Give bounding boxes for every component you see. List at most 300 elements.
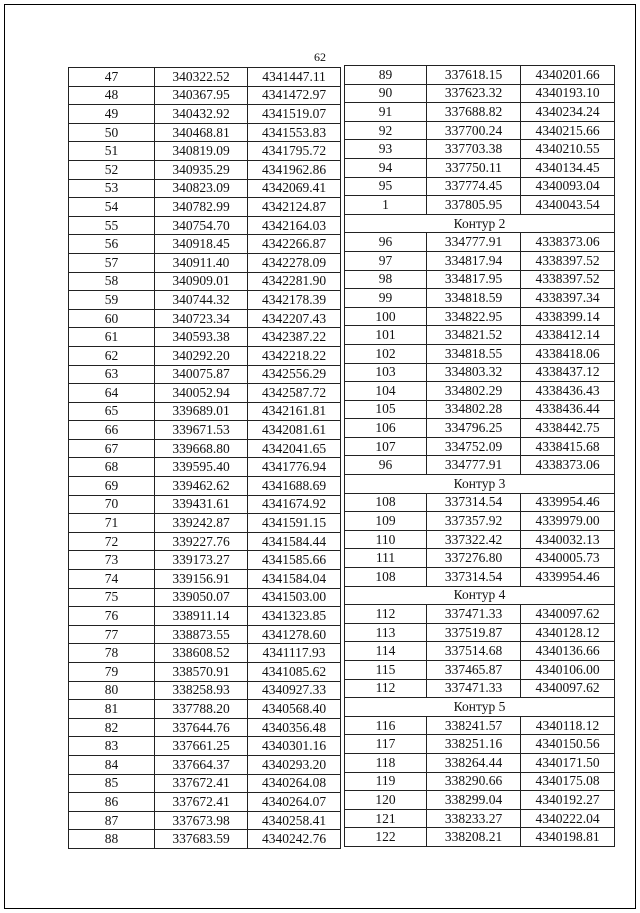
point-number: 67 <box>69 439 155 458</box>
table-row <box>69 365 341 384</box>
y-coordinate: 4338373.06 <box>521 233 615 252</box>
point-number: 51 <box>69 142 155 161</box>
table-row <box>69 663 341 682</box>
point-number: 113 <box>345 623 427 642</box>
table-row <box>69 86 341 105</box>
y-coordinate: 4338415.68 <box>521 437 615 456</box>
x-coordinate: 338258.93 <box>155 681 248 700</box>
point-number: 68 <box>69 458 155 477</box>
y-coordinate: 4338397.34 <box>521 289 615 308</box>
y-coordinate: 4341962.86 <box>248 160 341 179</box>
point-number: 79 <box>69 663 155 682</box>
table-row <box>345 716 615 735</box>
y-coordinate: 4340198.81 <box>521 828 615 847</box>
table-row <box>345 84 615 103</box>
point-number: 63 <box>69 365 155 384</box>
y-coordinate: 4342124.87 <box>248 198 341 217</box>
x-coordinate: 340918.45 <box>155 235 248 254</box>
point-number: 92 <box>345 121 427 140</box>
table-row <box>69 830 341 849</box>
x-coordinate: 337618.15 <box>427 66 521 85</box>
point-number: 96 <box>345 233 427 252</box>
contour-header-row <box>345 475 615 494</box>
point-number: 102 <box>345 344 427 363</box>
y-coordinate: 4342207.43 <box>248 309 341 328</box>
y-coordinate: 4340193.10 <box>521 84 615 103</box>
x-coordinate: 337672.41 <box>155 774 248 793</box>
point-number: 53 <box>69 179 155 198</box>
x-coordinate: 340935.29 <box>155 160 248 179</box>
x-coordinate: 337688.82 <box>427 103 521 122</box>
y-coordinate: 4341117.93 <box>248 644 341 663</box>
point-number: 110 <box>345 530 427 549</box>
x-coordinate: 340052.94 <box>155 384 248 403</box>
point-number: 114 <box>345 642 427 661</box>
contour-header-row <box>345 214 615 233</box>
point-number: 104 <box>345 382 427 401</box>
y-coordinate: 4340134.45 <box>521 158 615 177</box>
table-row <box>345 642 615 661</box>
x-coordinate: 338873.55 <box>155 625 248 644</box>
y-coordinate: 4342587.72 <box>248 384 341 403</box>
x-coordinate: 338233.27 <box>427 809 521 828</box>
table-row <box>345 177 615 196</box>
table-row <box>345 121 615 140</box>
point-number: 61 <box>69 328 155 347</box>
point-number: 59 <box>69 291 155 310</box>
point-number: 72 <box>69 532 155 551</box>
x-coordinate: 340744.32 <box>155 291 248 310</box>
contour-label: Контур 3 <box>345 475 615 494</box>
point-number: 94 <box>345 158 427 177</box>
x-coordinate: 337664.37 <box>155 755 248 774</box>
table-row <box>69 402 341 421</box>
point-number: 103 <box>345 363 427 382</box>
x-coordinate: 340754.70 <box>155 216 248 235</box>
point-number: 90 <box>345 84 427 103</box>
point-number: 62 <box>69 346 155 365</box>
table-row <box>345 623 615 642</box>
point-number: 80 <box>69 681 155 700</box>
y-coordinate: 4341553.83 <box>248 123 341 142</box>
x-coordinate: 337700.24 <box>427 121 521 140</box>
table-row <box>345 456 615 475</box>
x-coordinate: 334802.28 <box>427 400 521 419</box>
table-row <box>345 735 615 754</box>
table-row <box>345 568 615 587</box>
table-row <box>345 772 615 791</box>
y-coordinate: 4340136.66 <box>521 642 615 661</box>
y-coordinate: 4340356.48 <box>248 718 341 737</box>
point-number: 60 <box>69 309 155 328</box>
table-row <box>345 493 615 512</box>
point-number: 78 <box>69 644 155 663</box>
table-row <box>345 512 615 531</box>
x-coordinate: 338608.52 <box>155 644 248 663</box>
x-coordinate: 337683.59 <box>155 830 248 849</box>
y-coordinate: 4338418.06 <box>521 344 615 363</box>
x-coordinate: 337661.25 <box>155 737 248 756</box>
x-coordinate: 340322.52 <box>155 68 248 87</box>
x-coordinate: 339668.80 <box>155 439 248 458</box>
point-number: 122 <box>345 828 427 847</box>
table-row <box>69 774 341 793</box>
y-coordinate: 4340222.04 <box>521 809 615 828</box>
point-number: 47 <box>69 68 155 87</box>
point-number: 121 <box>345 809 427 828</box>
x-coordinate: 337623.32 <box>427 84 521 103</box>
table-row <box>345 753 615 772</box>
table-row <box>345 382 615 401</box>
y-coordinate: 4341688.69 <box>248 477 341 496</box>
y-coordinate: 4338399.14 <box>521 307 615 326</box>
table-row <box>345 661 615 680</box>
table-row <box>69 291 341 310</box>
table-row <box>69 328 341 347</box>
y-coordinate: 4340118.12 <box>521 716 615 735</box>
point-number: 99 <box>345 289 427 308</box>
contour-label: Контур 2 <box>345 214 615 233</box>
y-coordinate: 4340097.62 <box>521 605 615 624</box>
y-coordinate: 4338373.06 <box>521 456 615 475</box>
table-row <box>345 196 615 215</box>
page-border-top <box>4 4 636 5</box>
y-coordinate: 4340293.20 <box>248 755 341 774</box>
table-row <box>345 66 615 85</box>
x-coordinate: 338241.57 <box>427 716 521 735</box>
table-row <box>69 68 341 87</box>
x-coordinate: 340782.99 <box>155 198 248 217</box>
x-coordinate: 334818.59 <box>427 289 521 308</box>
x-coordinate: 337314.54 <box>427 493 521 512</box>
y-coordinate: 4341674.92 <box>248 495 341 514</box>
y-coordinate: 4341584.44 <box>248 532 341 551</box>
x-coordinate: 338290.66 <box>427 772 521 791</box>
point-number: 65 <box>69 402 155 421</box>
x-coordinate: 340909.01 <box>155 272 248 291</box>
table-row <box>69 588 341 607</box>
y-coordinate: 4340192.27 <box>521 791 615 810</box>
y-coordinate: 4340032.13 <box>521 530 615 549</box>
table-row <box>345 307 615 326</box>
table-row <box>69 105 341 124</box>
y-coordinate: 4340171.50 <box>521 753 615 772</box>
y-coordinate: 4338436.44 <box>521 400 615 419</box>
x-coordinate: 334817.95 <box>427 270 521 289</box>
y-coordinate: 4338397.52 <box>521 270 615 289</box>
table-row <box>69 160 341 179</box>
page-number: 62 <box>314 50 326 64</box>
point-number: 115 <box>345 661 427 680</box>
y-coordinate: 4342281.90 <box>248 272 341 291</box>
point-number: 107 <box>345 437 427 456</box>
point-number: 66 <box>69 421 155 440</box>
x-coordinate: 338208.21 <box>427 828 521 847</box>
point-number: 52 <box>69 160 155 179</box>
point-number: 101 <box>345 326 427 345</box>
point-number: 48 <box>69 86 155 105</box>
y-coordinate: 4340568.40 <box>248 700 341 719</box>
x-coordinate: 340468.81 <box>155 123 248 142</box>
x-coordinate: 340292.20 <box>155 346 248 365</box>
x-coordinate: 340367.95 <box>155 86 248 105</box>
table-row <box>69 253 341 272</box>
point-number: 100 <box>345 307 427 326</box>
y-coordinate: 4342556.29 <box>248 365 341 384</box>
y-coordinate: 4339954.46 <box>521 493 615 512</box>
table-row <box>69 458 341 477</box>
x-coordinate: 338299.04 <box>427 791 521 810</box>
table-row <box>69 198 341 217</box>
table-row <box>69 235 341 254</box>
point-number: 71 <box>69 514 155 533</box>
x-coordinate: 334821.52 <box>427 326 521 345</box>
point-number: 108 <box>345 568 427 587</box>
table-row <box>69 737 341 756</box>
y-coordinate: 4338442.75 <box>521 419 615 438</box>
x-coordinate: 334803.32 <box>427 363 521 382</box>
y-coordinate: 4340128.12 <box>521 623 615 642</box>
point-number: 95 <box>345 177 427 196</box>
table-row <box>69 123 341 142</box>
y-coordinate: 4339979.00 <box>521 512 615 531</box>
x-coordinate: 337322.42 <box>427 530 521 549</box>
x-coordinate: 337314.54 <box>427 568 521 587</box>
point-number: 56 <box>69 235 155 254</box>
x-coordinate: 339173.27 <box>155 551 248 570</box>
point-number: 112 <box>345 679 427 698</box>
y-coordinate: 4340927.33 <box>248 681 341 700</box>
x-coordinate: 338251.16 <box>427 735 521 754</box>
y-coordinate: 4340234.24 <box>521 103 615 122</box>
y-coordinate: 4340106.00 <box>521 661 615 680</box>
x-coordinate: 338264.44 <box>427 753 521 772</box>
table-row <box>69 718 341 737</box>
point-number: 81 <box>69 700 155 719</box>
y-coordinate: 4341278.60 <box>248 625 341 644</box>
x-coordinate: 337788.20 <box>155 700 248 719</box>
y-coordinate: 4340093.04 <box>521 177 615 196</box>
table-row <box>69 755 341 774</box>
coordinates-table-right <box>344 65 615 847</box>
table-row <box>69 272 341 291</box>
y-coordinate: 4341591.15 <box>248 514 341 533</box>
x-coordinate: 339671.53 <box>155 421 248 440</box>
x-coordinate: 334777.91 <box>427 456 521 475</box>
point-number: 116 <box>345 716 427 735</box>
point-number: 108 <box>345 493 427 512</box>
point-number: 98 <box>345 270 427 289</box>
point-number: 1 <box>345 196 427 215</box>
contour-header-row <box>345 698 615 717</box>
x-coordinate: 334802.29 <box>427 382 521 401</box>
x-coordinate: 339050.07 <box>155 588 248 607</box>
y-coordinate: 4340264.08 <box>248 774 341 793</box>
x-coordinate: 340819.09 <box>155 142 248 161</box>
x-coordinate: 334818.55 <box>427 344 521 363</box>
table-row <box>345 679 615 698</box>
table-row <box>345 289 615 308</box>
y-coordinate: 4342161.81 <box>248 402 341 421</box>
table-row <box>345 828 615 847</box>
point-number: 112 <box>345 605 427 624</box>
x-coordinate: 337357.92 <box>427 512 521 531</box>
x-coordinate: 339431.61 <box>155 495 248 514</box>
contour-label: Контур 4 <box>345 586 615 605</box>
table-row <box>345 233 615 252</box>
point-number: 119 <box>345 772 427 791</box>
x-coordinate: 339595.40 <box>155 458 248 477</box>
point-number: 77 <box>69 625 155 644</box>
x-coordinate: 334777.91 <box>427 233 521 252</box>
point-number: 106 <box>345 419 427 438</box>
table-row <box>69 477 341 496</box>
table-row <box>345 344 615 363</box>
y-coordinate: 4342266.87 <box>248 235 341 254</box>
point-number: 111 <box>345 549 427 568</box>
point-number: 76 <box>69 607 155 626</box>
point-number: 91 <box>345 103 427 122</box>
table-row <box>345 437 615 456</box>
y-coordinate: 4340097.62 <box>521 679 615 698</box>
table-row <box>69 811 341 830</box>
table-row <box>69 439 341 458</box>
point-number: 117 <box>345 735 427 754</box>
x-coordinate: 337774.45 <box>427 177 521 196</box>
point-number: 70 <box>69 495 155 514</box>
table-row <box>69 625 341 644</box>
table-row <box>69 142 341 161</box>
point-number: 96 <box>345 456 427 475</box>
y-coordinate: 4340201.66 <box>521 66 615 85</box>
point-number: 74 <box>69 570 155 589</box>
y-coordinate: 4338397.52 <box>521 251 615 270</box>
x-coordinate: 337519.87 <box>427 623 521 642</box>
point-number: 120 <box>345 791 427 810</box>
y-coordinate: 4340210.55 <box>521 140 615 159</box>
table-row <box>69 644 341 663</box>
point-number: 88 <box>69 830 155 849</box>
contour-label: Контур 5 <box>345 698 615 717</box>
x-coordinate: 334817.94 <box>427 251 521 270</box>
table-row <box>69 532 341 551</box>
y-coordinate: 4342164.03 <box>248 216 341 235</box>
y-coordinate: 4341085.62 <box>248 663 341 682</box>
table-row <box>69 384 341 403</box>
y-coordinate: 4341323.85 <box>248 607 341 626</box>
y-coordinate: 4342387.22 <box>248 328 341 347</box>
y-coordinate: 4341776.94 <box>248 458 341 477</box>
point-number: 50 <box>69 123 155 142</box>
x-coordinate: 340823.09 <box>155 179 248 198</box>
x-coordinate: 337471.33 <box>427 605 521 624</box>
point-number: 97 <box>345 251 427 270</box>
point-number: 49 <box>69 105 155 124</box>
point-number: 87 <box>69 811 155 830</box>
x-coordinate: 337703.38 <box>427 140 521 159</box>
table-row <box>345 270 615 289</box>
x-coordinate: 338570.91 <box>155 663 248 682</box>
table-row <box>345 251 615 270</box>
table-row <box>69 514 341 533</box>
table-row <box>345 158 615 177</box>
x-coordinate: 340723.34 <box>155 309 248 328</box>
x-coordinate: 337672.41 <box>155 793 248 812</box>
table-row <box>345 549 615 568</box>
contour-header-row <box>345 586 615 605</box>
x-coordinate: 339689.01 <box>155 402 248 421</box>
page-border-bottom <box>4 908 636 909</box>
table-row <box>345 326 615 345</box>
y-coordinate: 4342081.61 <box>248 421 341 440</box>
point-number: 58 <box>69 272 155 291</box>
y-coordinate: 4339954.46 <box>521 568 615 587</box>
table-row <box>69 681 341 700</box>
point-number: 55 <box>69 216 155 235</box>
point-number: 84 <box>69 755 155 774</box>
x-coordinate: 340432.92 <box>155 105 248 124</box>
table-row <box>345 605 615 624</box>
table-row <box>345 530 615 549</box>
x-coordinate: 337465.87 <box>427 661 521 680</box>
point-number: 105 <box>345 400 427 419</box>
x-coordinate: 334822.95 <box>427 307 521 326</box>
table-row <box>69 793 341 812</box>
y-coordinate: 4341795.72 <box>248 142 341 161</box>
table-row <box>69 216 341 235</box>
coordinates-table-left <box>68 67 341 849</box>
y-coordinate: 4342069.41 <box>248 179 341 198</box>
table-row <box>345 400 615 419</box>
table-row <box>345 809 615 828</box>
y-coordinate: 4340175.08 <box>521 772 615 791</box>
x-coordinate: 339242.87 <box>155 514 248 533</box>
y-coordinate: 4340301.16 <box>248 737 341 756</box>
table-row <box>69 570 341 589</box>
y-coordinate: 4341503.00 <box>248 588 341 607</box>
point-number: 85 <box>69 774 155 793</box>
table-row <box>345 363 615 382</box>
x-coordinate: 340075.87 <box>155 365 248 384</box>
y-coordinate: 4340258.41 <box>248 811 341 830</box>
y-coordinate: 4340242.76 <box>248 830 341 849</box>
y-coordinate: 4342218.22 <box>248 346 341 365</box>
point-number: 57 <box>69 253 155 272</box>
point-number: 86 <box>69 793 155 812</box>
y-coordinate: 4340005.73 <box>521 549 615 568</box>
table-row <box>69 495 341 514</box>
y-coordinate: 4342278.09 <box>248 253 341 272</box>
table-row <box>69 309 341 328</box>
table-row <box>345 103 615 122</box>
x-coordinate: 337471.33 <box>427 679 521 698</box>
y-coordinate: 4338437.12 <box>521 363 615 382</box>
y-coordinate: 4340264.07 <box>248 793 341 812</box>
y-coordinate: 4341472.97 <box>248 86 341 105</box>
point-number: 54 <box>69 198 155 217</box>
table-row <box>69 700 341 719</box>
y-coordinate: 4342041.65 <box>248 439 341 458</box>
x-coordinate: 339227.76 <box>155 532 248 551</box>
table-row <box>345 791 615 810</box>
table-row <box>345 419 615 438</box>
point-number: 93 <box>345 140 427 159</box>
table-row <box>69 607 341 626</box>
y-coordinate: 4338436.43 <box>521 382 615 401</box>
x-coordinate: 334796.25 <box>427 419 521 438</box>
x-coordinate: 339462.62 <box>155 477 248 496</box>
table-row <box>345 140 615 159</box>
